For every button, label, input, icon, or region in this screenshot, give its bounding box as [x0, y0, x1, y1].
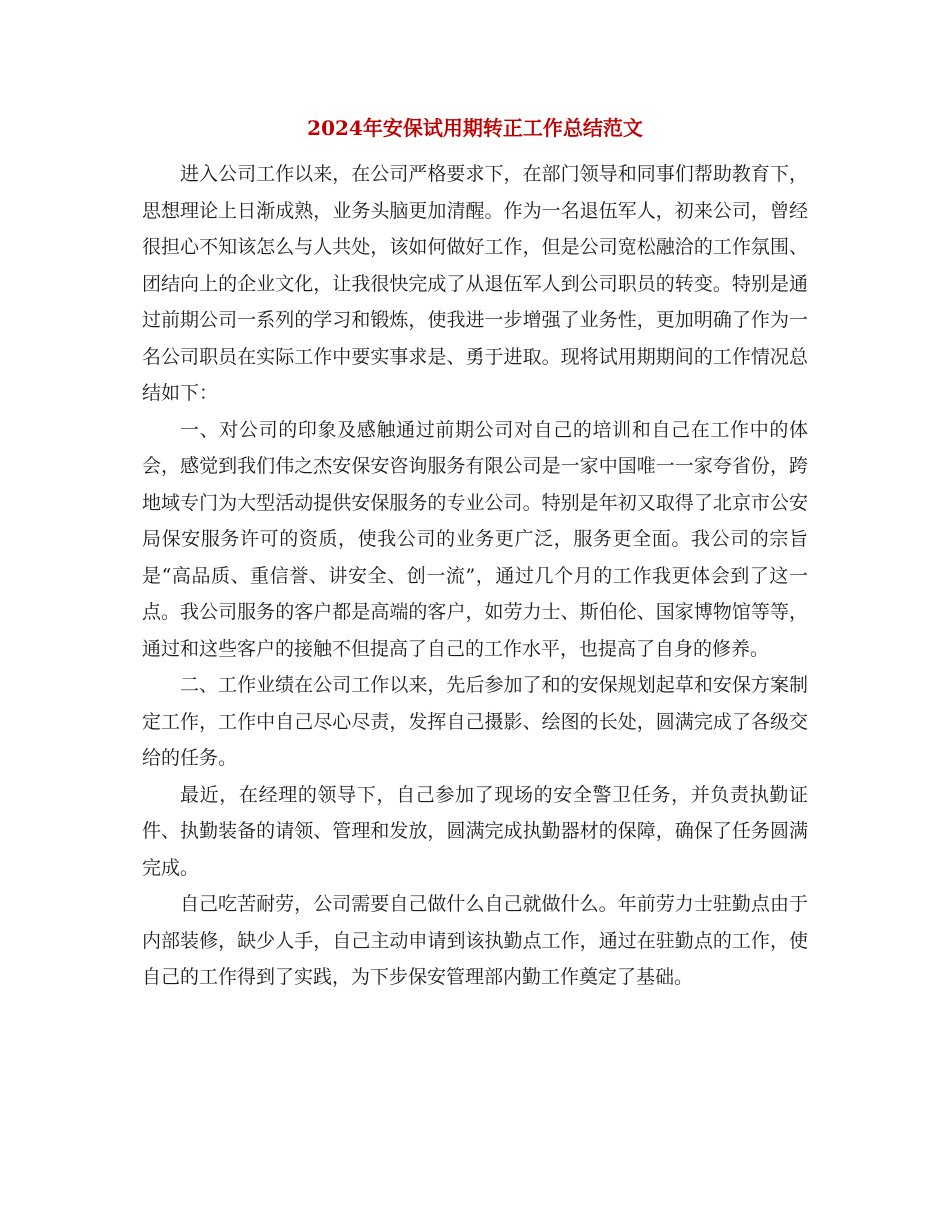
document-body [142, 156, 808, 996]
paragraph-intro: 进入公司工作以来，在公司严格要求下，在部门领导和同事们帮助教育下，思想理论上日渐成熟，业务头脑更加清醒。作为一名退伍军人，初来公司，曾经很担心不知该怎么与人共处，该如何做好工作，但是公司宽松融洽的工作氛围、团结向上的企业文化，让我很快完成了从退伍军人到公司职员的转变。特别是通过前期公司一系列的学习和锻炼，使我进一步增强了业务性，更加明确了作为一名公司职员在实际工作中要实事求是、勇于进取。现将试用期期间的工作情况总结如下： [142, 163, 808, 404]
paragraph-company-impression: 一、对公司的印象及感触通过前期公司对自己的培训和自己在工作中的体会，感觉到我们伟之杰安保安咨询服务有限公司是一家中国唯一一家夸省份，跨地域专门为大型活动提供安保服务的专业公司。特别是年初又取得了北京市公安局保安服务许可的资质，使我公司的业务更广泛，服务更全面。我公司的宗旨是“高品质、重信誉、讲安全、创一流”，通过几个月的工作我更体会到了这一点。我公司服务的客户都是高端的客户，如劳力士、斯伯伦、国家博物馆等等，通过和这些客户的接触不但提高了自己的工作水平，也提高了自身的修养。 [142, 418, 808, 660]
paragraph-recent-tasks: 最近，在经理的领导下，自己参加了现场的安全警卫任务，并负责执勤证件、执勤装备的请领、管理和发放，圆满完成执勤器材的保障，确保了任务圆满完成。 [142, 783, 808, 879]
paragraph-hardworking: 自己吃苦耐劳，公司需要自己做什么自己就做什么。年前劳力士驻勤点由于内部装修，缺少人手，自己主动申请到该执勤点工作，通过在驻勤点的工作，使自己的工作得到了实践，为下步保安管理部内勤工作奠定了基础。 [142, 893, 808, 988]
paragraph-work-performance: 二、工作业绩在公司工作以来，先后参加了和的安保规划起草和安保方案制定工作，工作中自己尽心尽责，发挥自己摄影、绘图的长处，圆满完成了各级交给的任务。 [142, 674, 808, 769]
document-title: 2024年安保试用期转正工作总结范文 [307, 116, 643, 140]
